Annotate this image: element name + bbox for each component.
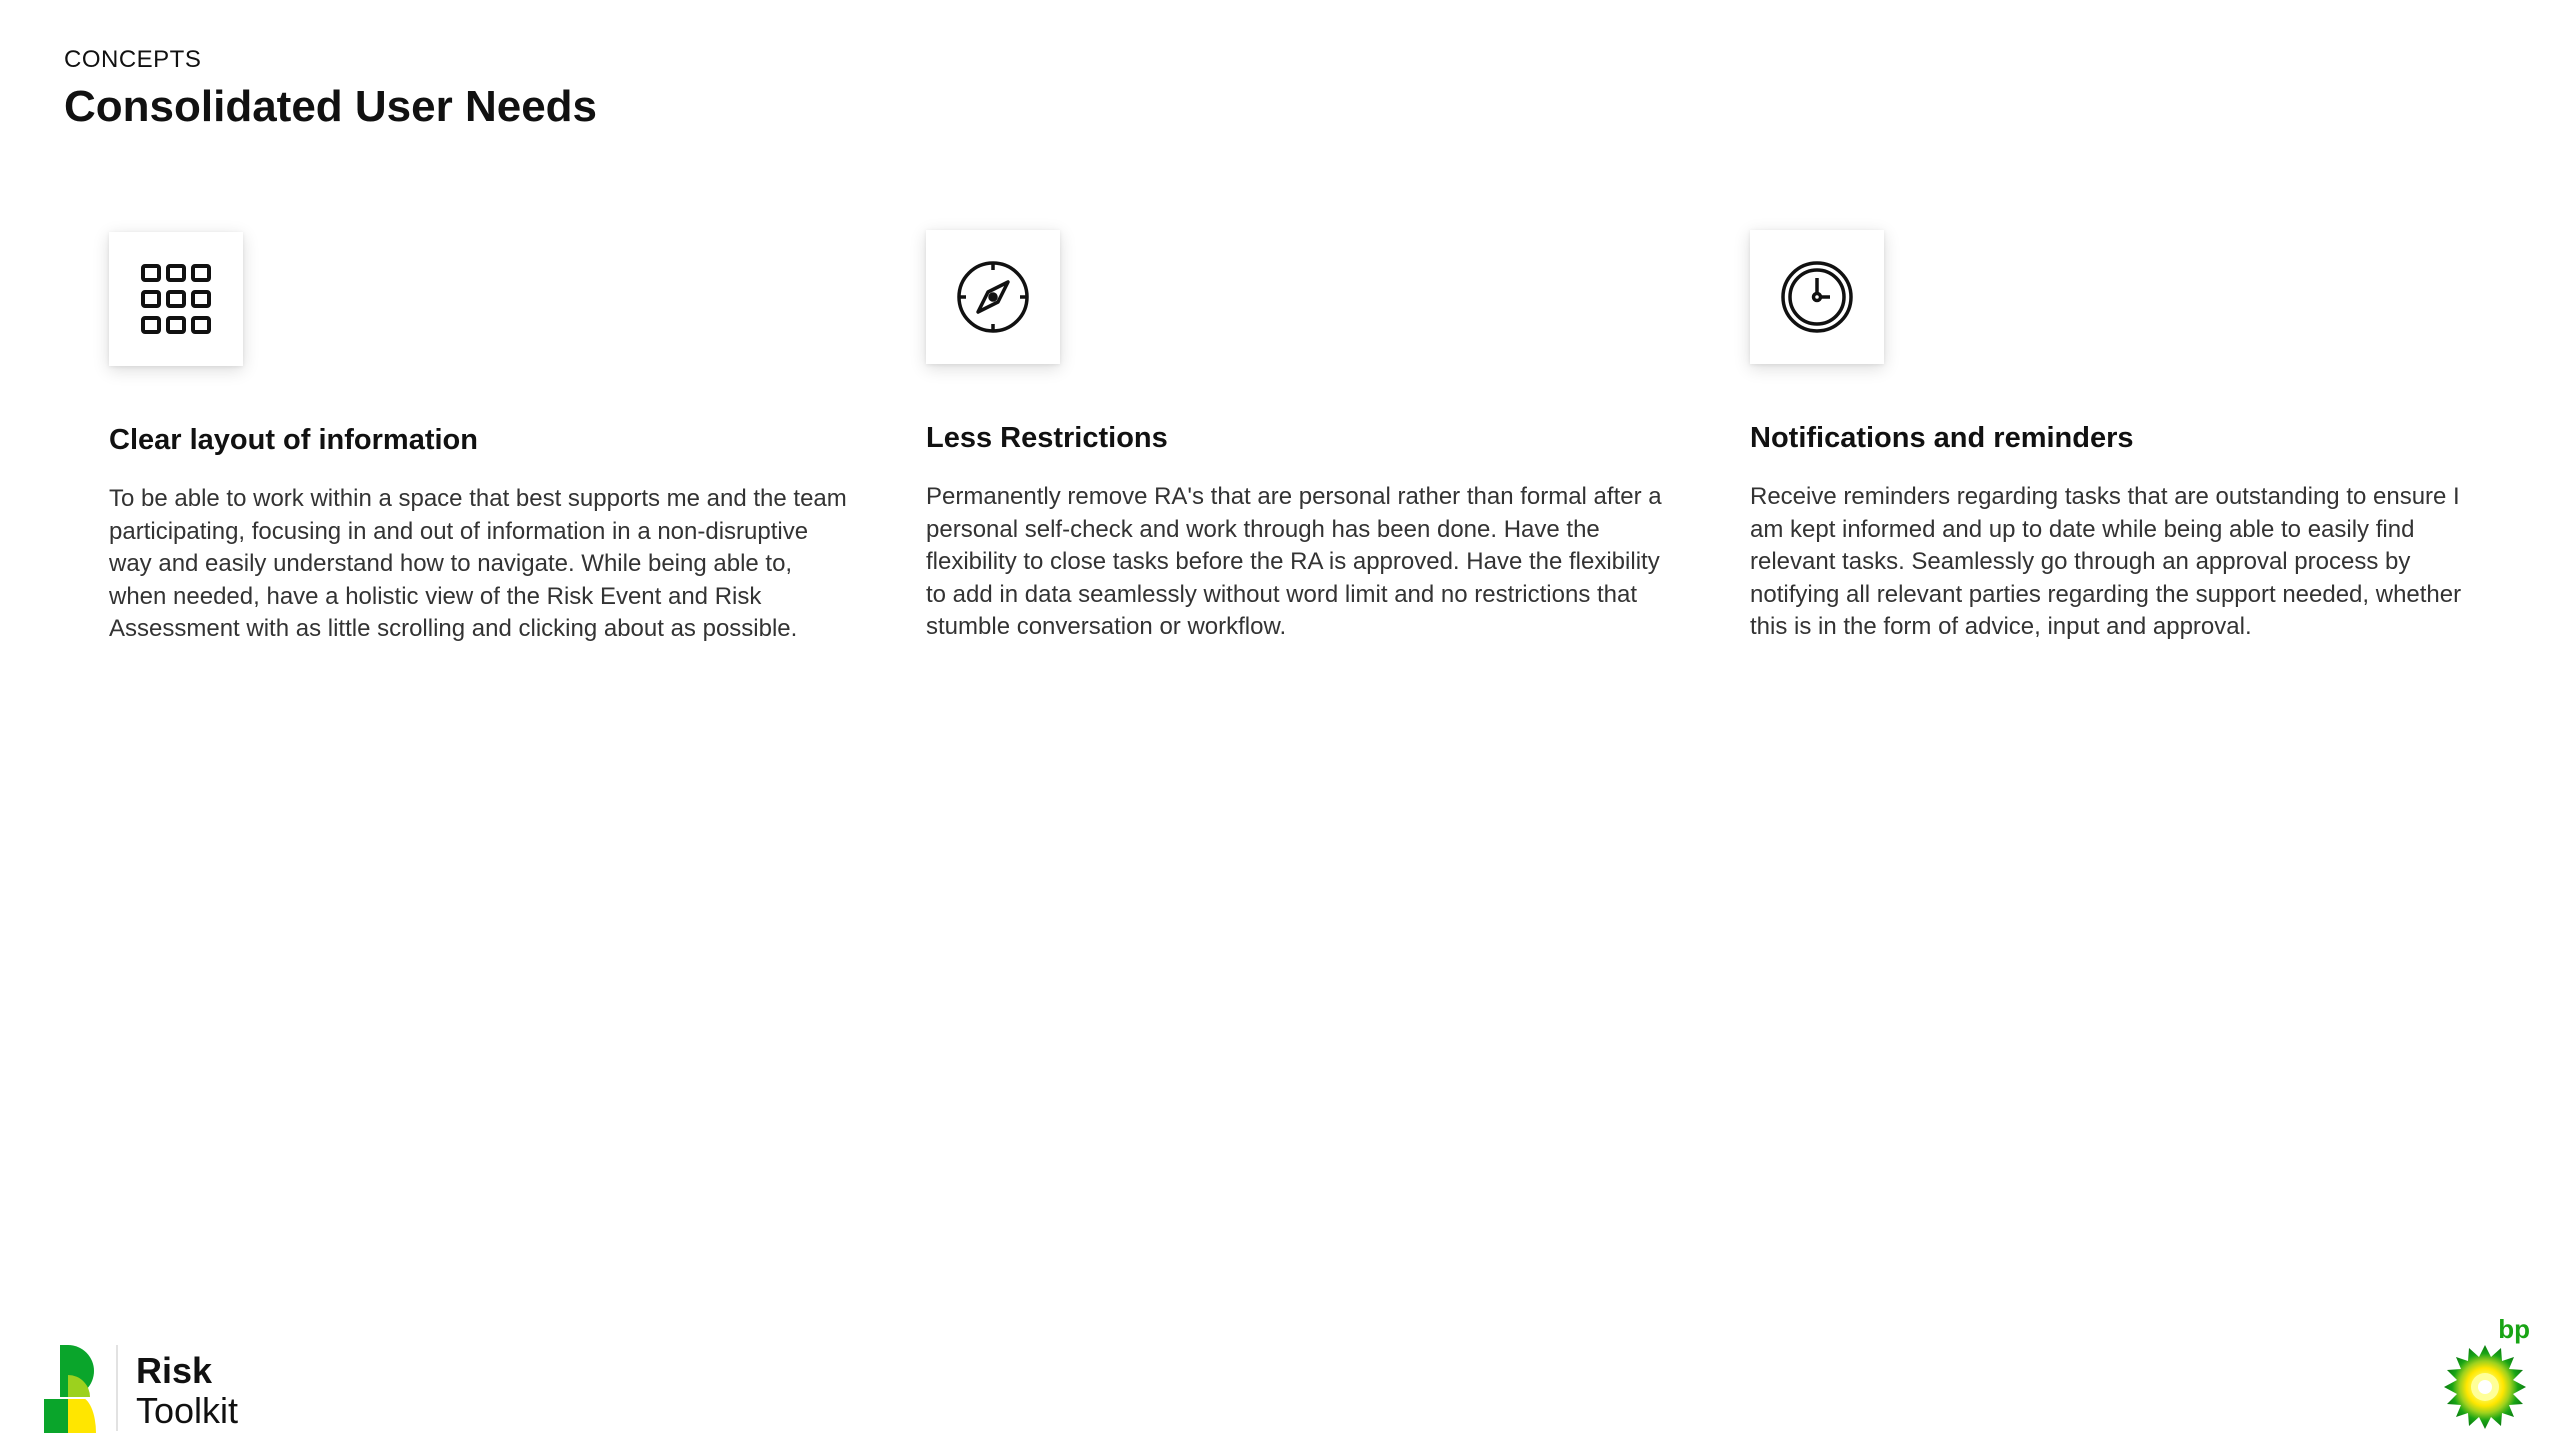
- logo-wordmark: [136, 1345, 238, 1429]
- icon-tile: [926, 230, 1060, 364]
- concept-card-restrictions: [926, 230, 1666, 644]
- grid-icon: [140, 263, 212, 335]
- concept-card-layout: [109, 232, 849, 646]
- clock-icon: [1780, 260, 1854, 334]
- card-body: Permanently remove RA's that are personal rather than formal after a personal self-check and work through has been done. Have the flexibility to close tasks before the RA is approved. Have the flexibility to add in data seamlessly without word limit and no restrictions that stumble conversation or workflow.: [926, 483, 1662, 640]
- card-body: To be able to work within a space that best supports me and the team participating, focusing in and out of information in a non-disruptive way and easily understand how to navigate. While being able to, when needed, have a holistic view of the Risk Event and Risk Assessment with as little scrolling and clicking about as possible.: [109, 485, 847, 642]
- card-heading: Clear layout of information: [109, 424, 478, 456]
- bp-logo: [2440, 1316, 2530, 1432]
- logo-text-toolkit: Toolkit: [136, 1390, 239, 1431]
- risk-toolkit-logo: [44, 1345, 238, 1433]
- page-title: Consolidated User Needs: [64, 82, 598, 131]
- bp-helios-icon: [2440, 1342, 2530, 1432]
- concept-card-notifications: [1750, 230, 2490, 644]
- bp-wordmark: bp: [2498, 1314, 2530, 1344]
- section-eyebrow: CONCEPTS: [64, 46, 202, 73]
- logo-text-risk: Risk: [136, 1350, 213, 1391]
- icon-tile: [109, 232, 243, 366]
- compass-icon: [956, 260, 1030, 334]
- icon-tile: [1750, 230, 1884, 364]
- risk-toolkit-mark-icon: [44, 1345, 96, 1433]
- logo-divider: [116, 1345, 118, 1431]
- card-heading: Notifications and reminders: [1750, 422, 2134, 454]
- card-heading: Less Restrictions: [926, 422, 1168, 454]
- card-body: Receive reminders regarding tasks that are outstanding to ensure I am kept informed and up to date while being able to easily find relevant tasks. Seamlessly go through an approval process by notifying all relevant parties regarding the support needed, whether this is in the form of advice, input and approval.: [1750, 483, 2462, 640]
